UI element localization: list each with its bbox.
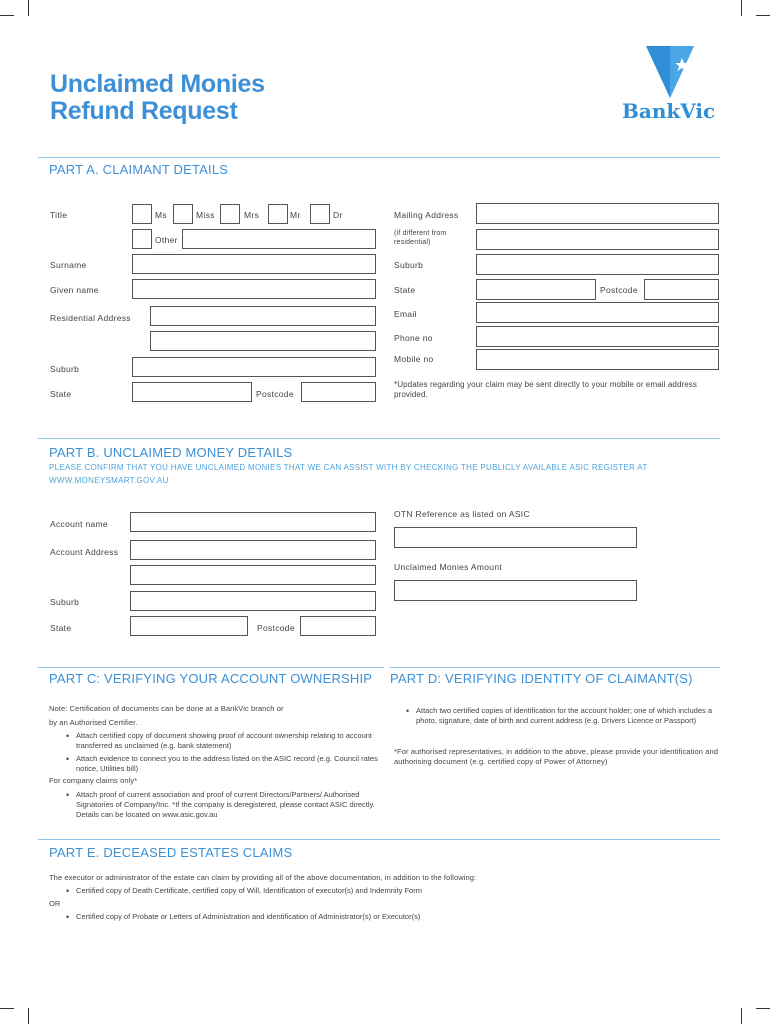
mrs-checkbox[interactable] xyxy=(220,204,240,224)
updates-note: *Updates regarding your claim may be sent directly to your mobile or email address provided. xyxy=(394,380,698,399)
mobile-label: Mobile no xyxy=(394,354,434,364)
page-title-line1: Unclaimed Monies xyxy=(50,70,265,98)
state-label: State xyxy=(50,389,72,399)
part-e-bullet-2: • Certified copy of Probate or Letters of Administration and identification of Administrator(s) or Executor(s) xyxy=(64,912,714,922)
crop-mark xyxy=(741,1008,742,1024)
dr-label: Dr xyxy=(333,210,343,220)
mailing-state-input[interactable] xyxy=(476,279,596,300)
section-rule xyxy=(38,438,720,439)
postcode-input[interactable] xyxy=(301,382,376,402)
account-suburb-label: Suburb xyxy=(50,597,80,607)
otn-label: OTN Reference as listed on ASIC xyxy=(394,509,530,519)
account-state-input[interactable] xyxy=(130,616,248,636)
amount-label: Unclaimed Monies Amount xyxy=(394,562,503,572)
crop-mark xyxy=(741,0,742,16)
account-postcode-label: Postcode xyxy=(257,623,295,633)
part-e-intro: The executor or administrator of the estate can claim by providing all of the above documentation, in addition to the following: xyxy=(49,873,477,882)
part-e-heading: PART E. DECEASED ESTATES CLAIMS xyxy=(49,845,293,860)
section-rule xyxy=(390,667,720,668)
account-name-input[interactable] xyxy=(130,512,376,532)
part-c-note-2: by an Authorised Certifier. xyxy=(49,718,138,727)
otn-input[interactable] xyxy=(394,527,637,548)
crop-mark xyxy=(28,0,29,16)
page-title-line2: Refund Request xyxy=(50,97,238,125)
amount-input[interactable] xyxy=(394,580,637,601)
crop-mark xyxy=(28,1008,29,1024)
other-checkbox[interactable] xyxy=(132,229,152,249)
crop-mark xyxy=(756,15,770,16)
residential-address-input-2[interactable] xyxy=(150,331,376,351)
crop-mark xyxy=(0,1008,14,1009)
title-label: Title xyxy=(50,210,68,220)
postcode-label: Postcode xyxy=(256,389,294,399)
part-d-bullet-1: • Attach two certified copies of identification for the account holder; one of which includes a photo, signature, date of birth and current address (e.g. Drivers Licence or Passport) xyxy=(404,706,724,726)
state-input[interactable] xyxy=(132,382,252,402)
part-a-heading: PART A. CLAIMANT DETAILS xyxy=(49,162,229,177)
section-rule xyxy=(38,839,720,840)
part-c-bullet-1: • Attach certified copy of document showing proof of account ownership relating to account transferred as unclaimed (e.g. bank statement) xyxy=(64,731,380,751)
mailing-suburb-label: Suburb xyxy=(394,260,424,270)
residential-address-label: Residential Address xyxy=(50,313,131,323)
account-suburb-input[interactable] xyxy=(130,591,376,611)
section-rule xyxy=(38,157,720,158)
mrs-label: Mrs xyxy=(244,210,260,220)
residential-address-input-1[interactable] xyxy=(150,306,376,326)
phone-label: Phone no xyxy=(394,333,433,343)
account-address-label: Account Address xyxy=(50,547,119,557)
mailing-address-input-1[interactable] xyxy=(476,203,719,224)
given-name-label: Given name xyxy=(50,285,99,295)
ms-checkbox[interactable] xyxy=(132,204,152,224)
ms-label: Ms xyxy=(155,210,167,220)
suburb-label: Suburb xyxy=(50,364,80,374)
bankvic-logo-icon xyxy=(644,44,696,100)
account-address-input-2[interactable] xyxy=(130,565,376,585)
crop-mark xyxy=(756,1008,770,1009)
email-label: Email xyxy=(394,309,417,319)
part-d-heading: PART D: VERIFYING IDENTITY OF CLAIMANT(S) xyxy=(390,671,693,686)
part-d-rep-note: *For authorised representatives, in addition to the above, please provide your identification and authorising document (e.g. certified copy of Power of Attorney) xyxy=(394,747,719,766)
section-rule xyxy=(38,667,384,668)
account-postcode-input[interactable] xyxy=(300,616,376,636)
phone-input[interactable] xyxy=(476,326,719,347)
part-c-heading: PART C: VERIFYING YOUR ACCOUNT OWNERSHIP xyxy=(49,671,373,686)
other-title-input[interactable] xyxy=(182,229,376,249)
part-b-heading: PART B. UNCLAIMED MONEY DETAILS xyxy=(49,445,293,460)
mobile-input[interactable] xyxy=(476,349,719,370)
bankvic-brand-name: BankVic xyxy=(622,99,716,123)
mr-label: Mr xyxy=(290,210,301,220)
mailing-state-label: State xyxy=(394,285,416,295)
email-input[interactable] xyxy=(476,302,719,323)
surname-input[interactable] xyxy=(132,254,376,274)
part-b-subheading: PLEASE CONFIRM THAT YOU HAVE UNCLAIMED MONIES THAT WE CAN ASSIST WITH BY CHECKING THE PUBLICLY AVAILABLE ASIC REGISTER AT WWW.MONEYSMART.GOV.AU xyxy=(49,463,648,485)
mailing-note: (if different from residential) xyxy=(394,230,447,246)
part-c-note-1: Note: Certification of documents can be done at a BankVic branch or xyxy=(49,704,284,713)
part-e-bullet-1: • Certified copy of Death Certificate, certified copy of Will, Identification of executor(s) and Indemnity Form xyxy=(64,886,714,896)
company-claims-label: For company claims only* xyxy=(49,776,138,785)
part-c-bullet-3: • Attach proof of current association and proof of current Directors/Partners/ Authorised Signatories of Company/Inc. *If the company is deregistered, please contact ASIC directly. Details can be located on www.asic.gov.au xyxy=(64,790,380,820)
miss-label: Miss xyxy=(196,210,215,220)
account-name-label: Account name xyxy=(50,519,108,529)
crop-mark xyxy=(0,15,14,16)
surname-label: Surname xyxy=(50,260,87,270)
suburb-input[interactable] xyxy=(132,357,376,377)
other-label: Other xyxy=(155,235,178,245)
mailing-address-label: Mailing Address xyxy=(394,210,459,220)
mailing-suburb-input[interactable] xyxy=(476,254,719,275)
part-e-or: OR xyxy=(49,899,61,908)
given-name-input[interactable] xyxy=(132,279,376,299)
mailing-postcode-input[interactable] xyxy=(644,279,719,300)
miss-checkbox[interactable] xyxy=(173,204,193,224)
mr-checkbox[interactable] xyxy=(268,204,288,224)
dr-checkbox[interactable] xyxy=(310,204,330,224)
account-address-input-1[interactable] xyxy=(130,540,376,560)
part-c-bullet-2: • Attach evidence to connect you to the address listed on the ASIC record (e.g. Council rates notice, Utilities bill) xyxy=(64,754,380,774)
account-state-label: State xyxy=(50,623,72,633)
mailing-address-input-2[interactable] xyxy=(476,229,719,250)
mailing-postcode-label: Postcode xyxy=(600,285,638,295)
